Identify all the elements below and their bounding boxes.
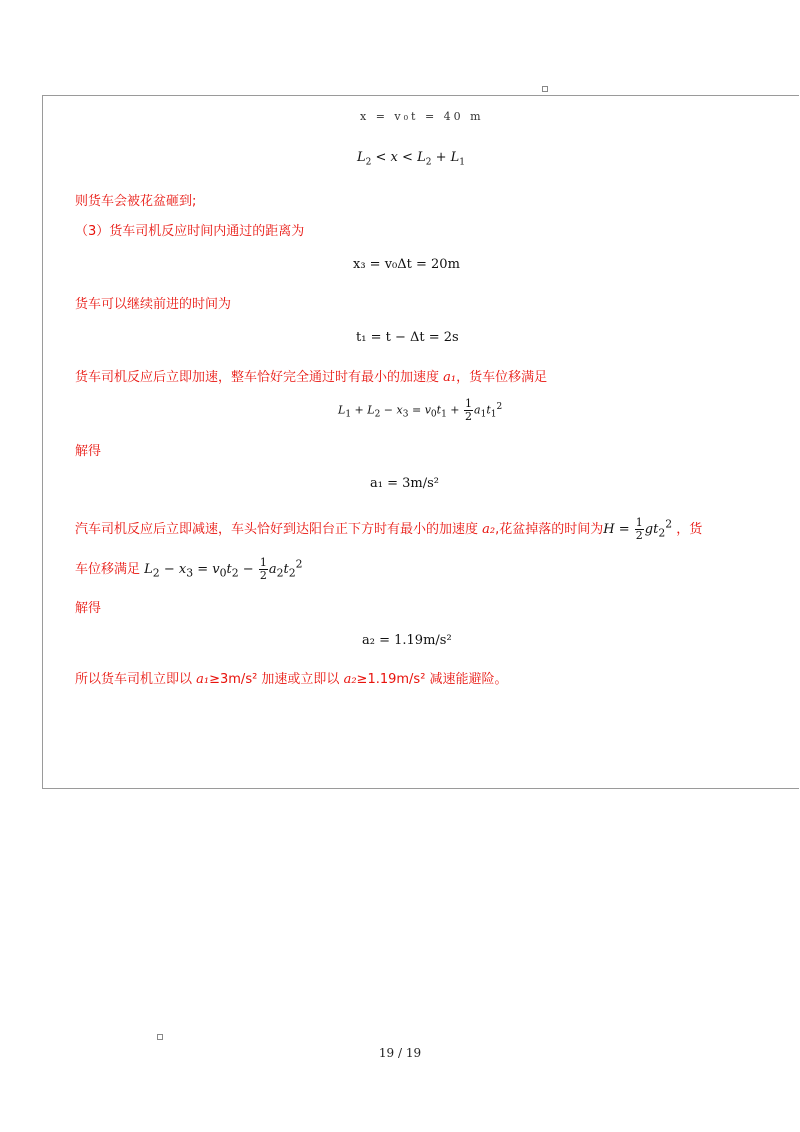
text-line-2: （3）货车司机反应时间内通过的距离为: [75, 224, 305, 239]
text-line-1: 则货车会被花盆砸到;: [75, 194, 197, 209]
equation-t1: t₁ = t − Δt = 2s: [356, 330, 459, 345]
equation-a1: a₁ = 3m/s²: [370, 476, 439, 491]
equation-fall-time: H = $\frac{1}{2}$ $gt_2^2$: [603, 516, 673, 542]
text-line-4: [75, 366, 547, 385]
text-line-5-c: ，货: [672, 522, 703, 537]
corner-mark-top: [542, 86, 548, 92]
text-line-3: 货车可以继续前进的时间为: [75, 297, 232, 312]
solve-label-2: 解得: [75, 601, 102, 616]
equation-x3: x₃ = v₀Δt = 20m: [353, 257, 460, 272]
final-conclusion: [75, 668, 508, 687]
text-line-4-b: ，货车位移满足: [456, 370, 548, 385]
final-a: 所以货车司机立即以: [75, 672, 197, 687]
final-var-a1: a₁: [196, 672, 210, 687]
text-line-5: [75, 517, 702, 542]
equation-inequality: $L_2 < x < L_2 + L_1$: [357, 150, 465, 168]
equation-x: x = v₀t = 40 m: [360, 110, 484, 123]
final-var-a2: a₂: [343, 672, 357, 687]
corner-mark-bottom: [157, 1034, 163, 1040]
equation-displacement-1: $L_1 + L_2 - x_3 = v_0t_1$ + $\frac{1}{2}$ $a_1t_1^2$: [338, 397, 503, 423]
var-a2: a₂: [482, 522, 496, 537]
var-a1: a₁: [443, 370, 457, 385]
page-number: 19 / 19: [378, 1046, 422, 1060]
final-mid-1: ≥3m/s² 加速或立即以: [209, 672, 344, 687]
text-line-5-b: ,花盆掉落的时间为: [495, 522, 604, 537]
equation-a2: a₂ = 1.19m/s²: [362, 633, 452, 648]
solve-label-1: 解得: [75, 444, 102, 459]
text-line-4-a: 货车司机反应后立即加速，整车恰好完全通过时有最小的加速度: [75, 370, 444, 385]
text-line-6: [75, 557, 302, 582]
text-line-5-a: 汽车司机反应后立即减速，车头恰好到达阳台正下方时有最小的加速度: [75, 522, 483, 537]
final-mid-2: ≥1.19m/s² 减速能避险。: [356, 672, 508, 687]
text-line-6-a: 车位移满足: [75, 562, 141, 577]
equation-displacement-2: $L_2 - x_3 = v_0t_2$ − $\frac{1}{2}$ $a_2t_2^2$: [144, 556, 303, 582]
